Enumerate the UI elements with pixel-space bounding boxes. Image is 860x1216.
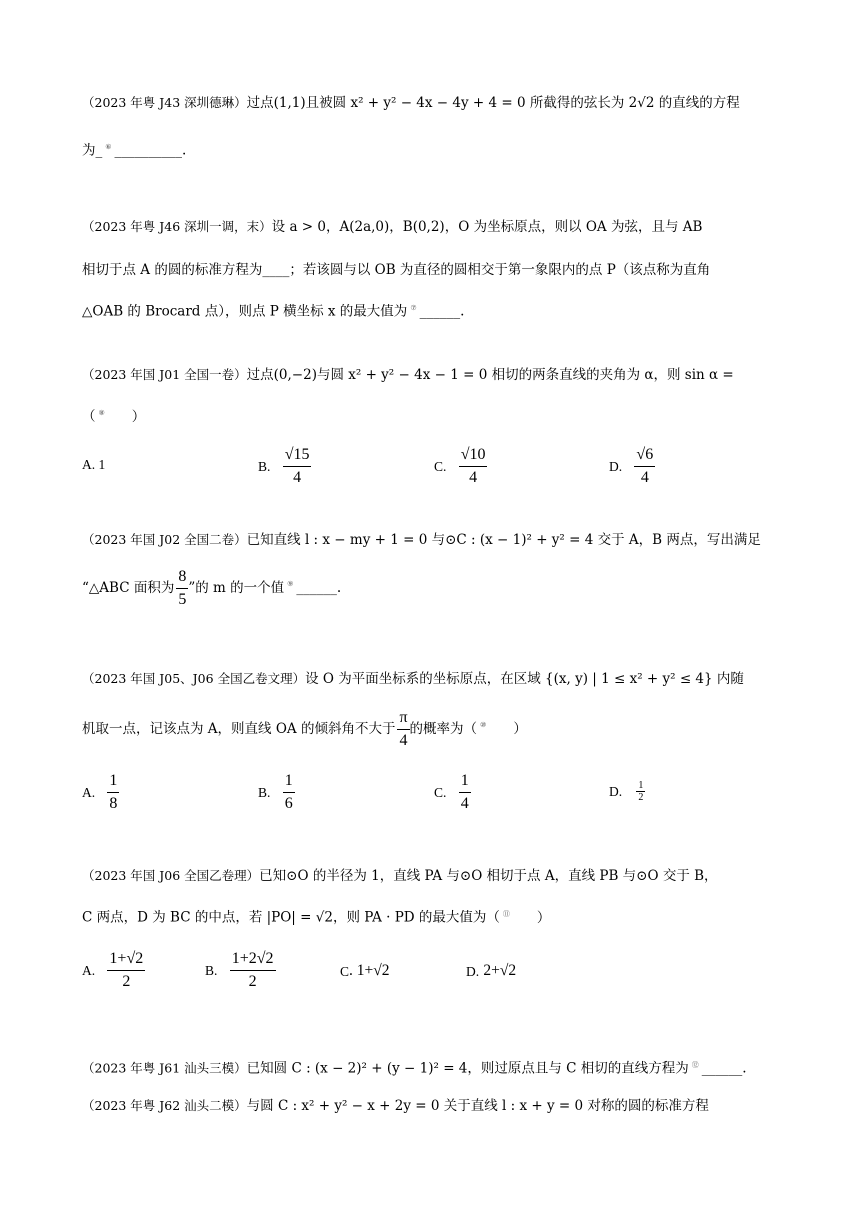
question-3-option-a[interactable] <box>82 456 105 473</box>
question-4-line-1 <box>82 530 782 550</box>
question-6-source: （2023 年国 J06 全国乙卷理） <box>82 868 260 883</box>
question-6-text-cont: C 两点，D 为 BC 的中点，若 |PO| = √2，则 PA · PD 的最大值为（ <box>82 909 500 926</box>
question-3-text: 过点(0,−2)与圆 x² + y² − 4x − 1 = 0 相切的两条直线的夹角为 α，则 sin α = <box>246 367 734 383</box>
question-1-line-2 <box>82 137 782 161</box>
footnote-marker: ⑥ <box>105 143 112 151</box>
option-label: A. 1 <box>82 456 106 472</box>
question-4-line-2 <box>82 560 782 612</box>
question-6-line-1 <box>82 866 782 886</box>
question-4-text-cont: “△ABC 面积为 <box>82 580 175 596</box>
option-fraction <box>107 770 119 815</box>
question-3-option-b[interactable] <box>258 444 311 489</box>
fraction-numerator: √6 <box>634 444 655 467</box>
question-5-option-a[interactable] <box>82 770 119 815</box>
question-1-text: 过点(1,1)且被圆 x² + y² − 4x − 4y + 4 = 0 所截得的弦长为 2√2 的直线的方程 <box>246 95 740 111</box>
fraction-numerator: 8 <box>176 566 188 589</box>
option-fraction <box>283 444 312 489</box>
fraction-numerator: 1 <box>107 770 119 793</box>
footnote-marker: ⑫ <box>691 1061 699 1069</box>
option-label: A. <box>82 784 96 800</box>
question-6-text: 已知⊙O 的半径为 1，直线 PA 与⊙O 相切于点 A，直线 PB 与⊙O 交于 B， <box>259 868 718 884</box>
answer-blank: ______. <box>296 580 342 596</box>
footnote-marker: ⑧ <box>98 409 105 417</box>
question-2-text: 设 a > 0，A(2a,0)，B(0,2)，O 为坐标原点，则以 OA 为弦，且与 AB <box>271 219 703 235</box>
question-2-line-1 <box>82 217 782 237</box>
question-8-line-1 <box>82 1096 782 1116</box>
fraction-denominator: 4 <box>399 731 408 749</box>
question-2-source: （2023 年粤 J46 深圳一调，末） <box>82 219 272 234</box>
question-3-line-1 <box>82 365 782 385</box>
question-5-line-1 <box>82 669 782 689</box>
question-8-source: （2023 年粤 J62 汕头二模） <box>82 1098 247 1113</box>
angle-fraction <box>397 707 409 752</box>
fraction-denominator: 5 <box>178 590 187 608</box>
option-label: A. <box>82 962 96 978</box>
question-6-option-a[interactable] <box>82 948 145 993</box>
paren-close: ） <box>513 721 527 737</box>
paren-close: ） <box>131 408 146 425</box>
fraction-denominator: 2 <box>248 973 257 990</box>
option-label: B. <box>205 962 218 978</box>
area-fraction <box>176 566 188 611</box>
question-4-source: （2023 年国 J02 全国二卷） <box>82 532 247 547</box>
fraction-denominator: 4 <box>293 469 302 486</box>
fraction-denominator: 8 <box>109 795 118 812</box>
fraction-numerator: √10 <box>459 444 488 467</box>
question-6-option-c[interactable] <box>340 962 390 980</box>
question-5-option-d[interactable] <box>609 780 645 803</box>
option-fraction <box>107 948 145 993</box>
question-3-option-c[interactable] <box>434 444 487 489</box>
question-2-text-cont: 相切于点 A 的圆的标准方程为____；若该圆与以 OB 为直径的圆相交于第一象限内的点 P（该点称为直角 <box>82 262 711 278</box>
question-1-source: （2023 年粤 J43 深圳德琳） <box>82 95 247 110</box>
fraction-denominator: 4 <box>460 795 469 812</box>
answer-blank: __________. <box>114 142 187 159</box>
fraction-numerator: 1 <box>283 770 295 793</box>
fraction-numerator: 1 <box>459 770 471 793</box>
option-label: D. <box>466 963 480 979</box>
question-6-line-2 <box>82 904 782 928</box>
question-5-text: 设 O 为平面坐标系的坐标原点，在区域 {(x, y) | 1 ≤ x² + y² ≤ 4} 内随 <box>305 671 744 687</box>
option-label: D. <box>609 783 623 799</box>
question-3-option-d[interactable] <box>609 444 655 489</box>
option-label: C. <box>434 784 447 800</box>
question-6-option-b[interactable] <box>205 948 276 993</box>
option-label: B. <box>258 458 271 474</box>
footnote-marker: ⑨ <box>287 580 294 588</box>
answer-blank: ______. <box>419 303 465 320</box>
question-7-text: 已知圆 C : (x − 2)² + (y − 1)² = 4，则过原点且与 C 相切的直线方程为 <box>246 1060 689 1077</box>
question-2-line-3 <box>82 298 782 322</box>
question-5-option-b[interactable] <box>258 770 295 815</box>
question-2-line-2 <box>82 260 782 280</box>
footnote-marker: ⑩ <box>480 721 487 729</box>
question-4-text-end: ”的 m 的一个值 <box>188 580 285 596</box>
question-5-line-2 <box>82 701 782 753</box>
fraction-denominator: 4 <box>640 469 649 486</box>
fraction-denominator: 6 <box>284 795 293 812</box>
question-1-text-cont: 为_ <box>82 142 103 159</box>
option-fraction <box>636 780 645 803</box>
question-3-source: （2023 年国 J01 全国一卷） <box>82 367 247 382</box>
paren-close: ） <box>536 909 551 926</box>
question-6-option-d[interactable] <box>466 962 516 980</box>
option-fraction <box>634 444 655 489</box>
question-8-text: 与圆 C : x² + y² − x + 2y = 0 关于直线 l : x + y = 0 对称的圆的标准方程 <box>246 1098 709 1114</box>
footnote-marker: ⑪ <box>502 910 510 918</box>
option-fraction <box>459 770 471 815</box>
fraction-denominator: 4 <box>469 469 478 486</box>
question-3-line-2 <box>82 403 782 427</box>
fraction-numerator: 1+√2 <box>107 948 145 971</box>
question-4-text: 已知直线 l : x − my + 1 = 0 与⊙C : (x − 1)² + y² = 4 交于 A，B 两点，写出满足 <box>246 532 761 548</box>
footnote-marker: ⑦ <box>410 304 417 312</box>
option-fraction <box>283 770 295 815</box>
question-5-text-end: 的概率为（ <box>409 721 478 737</box>
option-label: C. <box>434 458 447 474</box>
paren-open: （ <box>82 408 96 425</box>
option-fraction <box>230 948 276 993</box>
fraction-denominator: 2 <box>122 973 131 990</box>
question-5-option-c[interactable] <box>434 770 471 815</box>
answer-blank: ______. <box>701 1060 747 1077</box>
fraction-numerator: 1 <box>638 780 644 791</box>
question-1-line-1 <box>82 93 782 113</box>
question-5-source: （2023 年国 J05、J06 全国乙卷文理） <box>82 671 306 686</box>
option-label: D. <box>609 458 623 474</box>
question-7-line-1 <box>82 1055 782 1079</box>
option-fraction <box>459 444 488 489</box>
fraction-numerator: √15 <box>283 444 312 467</box>
fraction-denominator: 2 <box>638 792 644 803</box>
question-7-source: （2023 年粤 J61 汕头三模） <box>82 1060 247 1076</box>
option-value: . 1+√2 <box>349 962 390 979</box>
question-5-text-cont: 机取一点，记该点为 A，则直线 OA 的倾斜角不大于 <box>82 721 396 737</box>
fraction-numerator: π <box>397 707 409 730</box>
fraction-numerator: 1+2√2 <box>230 948 276 971</box>
question-2-text-end: △OAB 的 Brocard 点），则点 P 横坐标 x 的最大值为 <box>82 303 408 320</box>
option-value: 2+√2 <box>483 962 517 979</box>
option-label: B. <box>258 784 271 800</box>
option-label: C <box>340 963 350 979</box>
